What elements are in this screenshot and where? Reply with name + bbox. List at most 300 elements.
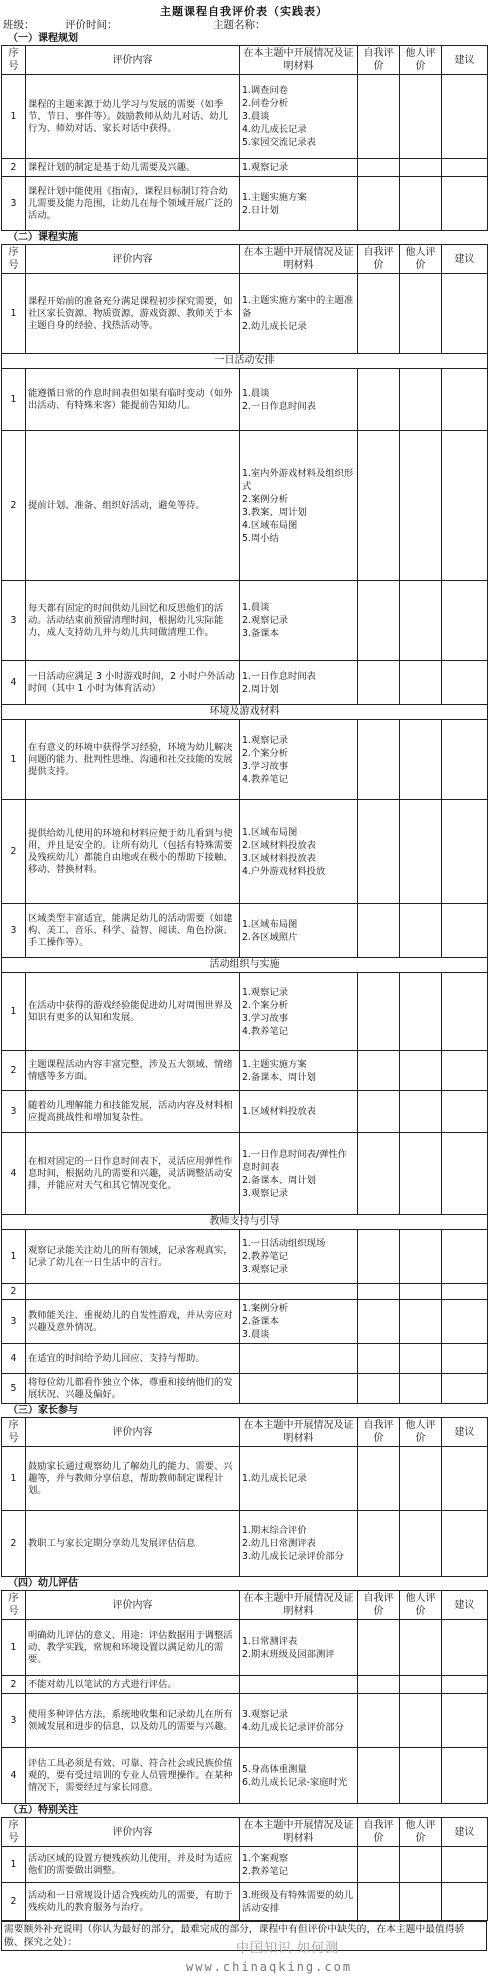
evaluation-content: 区域类型丰富适宜，能满足幼儿的活动需要（如建构、美工、音乐、科学、益智、阅读、角色扮演、手工操作等）。 xyxy=(26,904,240,958)
evaluation-content: 在有意义的环境中获得学习经验，环境为幼儿解决问题的能力、批判性思维、沟通和社交技能的发展提供支持。 xyxy=(26,720,240,800)
table-header-row xyxy=(2,1591,488,1620)
implementation-table xyxy=(1,244,488,1404)
evidence-materials xyxy=(240,177,358,231)
suggest-cell[interactable] xyxy=(442,369,488,431)
table-row xyxy=(2,369,488,431)
evaluation-content: 不能对幼儿以笔试的方式进行评估。 xyxy=(26,1676,240,1694)
self-eval-cell[interactable] xyxy=(358,274,400,354)
content-header: 评价内容 xyxy=(26,245,240,274)
evidence-materials xyxy=(240,581,358,661)
self-eval-cell[interactable] xyxy=(358,177,400,231)
suggest-header: 建议 xyxy=(442,1818,488,1847)
suggest-cell[interactable] xyxy=(442,800,488,904)
no-header: 序号 xyxy=(2,1418,26,1447)
table-header-row xyxy=(2,1818,488,1847)
self-eval-cell[interactable] xyxy=(358,1694,400,1748)
evidence-item: 3.教案、周计划 xyxy=(242,506,307,518)
others-eval-cell[interactable] xyxy=(400,1847,442,1883)
evaluation-content: 在活动中获得的游戏经验能促进幼儿对周围世界及知识有更多的认知和发展。 xyxy=(26,973,240,1051)
no-header: 序号 xyxy=(2,245,26,274)
others-eval-cell[interactable] xyxy=(400,1284,442,1300)
evaluation-content xyxy=(26,1284,240,1300)
suggest-cell[interactable] xyxy=(442,1447,488,1511)
evaluation-content: 教职工与家长定期分享幼儿发展评估信息 xyxy=(26,1511,240,1577)
self-eval-cell[interactable] xyxy=(358,1620,400,1676)
table-row xyxy=(2,1883,488,1921)
evidence-item: 3.晨谈 xyxy=(242,1329,270,1340)
table-row xyxy=(2,274,488,354)
suggest-cell[interactable] xyxy=(442,1344,488,1374)
evidence-item: 4.教养笔记 xyxy=(242,773,289,785)
self-eval-cell[interactable] xyxy=(358,1230,400,1284)
suggest-cell[interactable] xyxy=(442,1620,488,1676)
evidence-materials xyxy=(240,1676,358,1694)
evaluation-content: 提前计划、准备、组织好活动，避免等待。 xyxy=(26,431,240,581)
evaluation-content: 活动区域的设置方便残疾幼儿使用，并及时为适应他们的需要做出调整。 xyxy=(26,1847,240,1883)
suggest-cell[interactable] xyxy=(442,431,488,581)
others-eval-cell[interactable] xyxy=(400,1344,442,1374)
table-row xyxy=(2,1133,488,1215)
suggest-cell[interactable] xyxy=(442,1883,488,1921)
others-eval-header: 他人评价 xyxy=(400,245,442,274)
row-number: 5 xyxy=(2,1374,26,1404)
self-eval-cell[interactable] xyxy=(358,904,400,958)
table-row xyxy=(2,159,488,177)
evidence-item: 1.一日作息时间表/弹性作息时间表 xyxy=(242,1148,347,1173)
row-number: 1 xyxy=(2,75,26,159)
evidence-item: 3.幼儿成长记录评价部分 xyxy=(242,1551,344,1562)
evidence-materials xyxy=(240,1344,358,1374)
evidence-materials xyxy=(240,274,358,354)
suggest-header: 建议 xyxy=(442,46,488,75)
evidence-item: 2.观察记录 xyxy=(242,615,289,626)
section-title-planning: （一）课程规划 xyxy=(8,33,78,44)
evidence-item: 3.区域材料投放表 xyxy=(242,852,316,864)
evidence-item: 3.班级及有特殊需要的幼儿活动安排 xyxy=(242,1889,354,1914)
evidence-item: 1.案例分析 xyxy=(242,1303,289,1314)
evidence-item: 1.日常测评表 xyxy=(242,1635,298,1647)
suggest-cell[interactable] xyxy=(442,75,488,159)
evidence-materials xyxy=(240,1620,358,1676)
evidence-materials xyxy=(240,1091,358,1133)
others-eval-cell[interactable] xyxy=(400,1230,442,1284)
evaluation-content: 教师能关注、重视幼儿的自发性游戏，并从旁应对兴趣及意外情况。 xyxy=(26,1300,240,1344)
self-eval-cell[interactable] xyxy=(358,1748,400,1804)
evidence-materials xyxy=(240,1748,358,1804)
evidence-item: 1.观察记录 xyxy=(242,162,289,173)
self-eval-cell[interactable] xyxy=(358,1133,400,1215)
no-header: 序号 xyxy=(2,46,26,75)
evidence-item: 1.个案观察 xyxy=(242,1852,289,1864)
row-number: 3 xyxy=(2,1300,26,1344)
evidence-item: 2.日计划 xyxy=(242,204,279,216)
special-attention-table xyxy=(1,1817,488,1921)
row-number: 2 xyxy=(2,431,26,581)
self-eval-cell[interactable] xyxy=(358,1300,400,1344)
row-number: 1 xyxy=(2,1620,26,1676)
evidence-item: 2.各区域照片 xyxy=(242,931,298,943)
row-number: 1 xyxy=(2,1447,26,1511)
others-eval-cell[interactable] xyxy=(400,1051,442,1091)
evaluation-content: 随着幼儿理解能力和技能发展，活动内容及材料相应提高挑战性和增加复杂性。 xyxy=(26,1091,240,1133)
evidence-materials xyxy=(240,1374,358,1404)
suggest-cell[interactable] xyxy=(442,661,488,705)
others-eval-cell[interactable] xyxy=(400,1883,442,1921)
suggest-cell[interactable] xyxy=(442,581,488,661)
evidence-materials xyxy=(240,904,358,958)
suggest-cell[interactable] xyxy=(442,973,488,1051)
subsection-row xyxy=(2,705,488,720)
table-row xyxy=(2,1620,488,1676)
suggest-cell[interactable] xyxy=(442,1847,488,1883)
self-eval-cell[interactable] xyxy=(358,1447,400,1511)
evaluation-content: 课程计划的制定是基于幼儿需要及兴趣。 xyxy=(26,159,240,177)
table-row xyxy=(2,1284,488,1300)
evidence-item: 2.幼儿日常测评表 xyxy=(242,1538,316,1549)
evidence-item: 2.个案分析 xyxy=(242,747,289,759)
evidence-item: 4.户外游戏材料投放 xyxy=(242,865,326,877)
evidence-item: 1.观察记录 xyxy=(242,734,289,746)
additional-notes: 需要额外补充说明（你认为最好的部分，最难完成的部分，课程中有但评价中缺失的，在本主题中最值得骄傲、探究之处）： xyxy=(1,1921,487,1951)
row-number: 1 xyxy=(2,274,26,354)
self-eval-cell[interactable] xyxy=(358,1511,400,1577)
others-eval-cell[interactable] xyxy=(400,75,442,159)
others-eval-cell[interactable] xyxy=(400,274,442,354)
suggest-cell[interactable] xyxy=(442,1694,488,1748)
row-number: 2 xyxy=(2,1676,26,1694)
table-row xyxy=(2,1300,488,1344)
subsection-row xyxy=(2,958,488,973)
row-number: 2 xyxy=(2,1284,26,1300)
suggest-cell[interactable] xyxy=(442,1091,488,1133)
section-title-parents: （三）家长参与 xyxy=(8,1405,78,1416)
evidence-item: 5.身高体重测量 xyxy=(242,1763,307,1775)
evidence-item: 5.周小结 xyxy=(242,532,279,544)
evidence-materials xyxy=(240,800,358,904)
self-eval-cell[interactable] xyxy=(358,1374,400,1404)
subsection-organization: 活动组织与实施 xyxy=(2,958,488,973)
suggest-cell[interactable] xyxy=(442,1511,488,1577)
suggest-cell[interactable] xyxy=(442,720,488,800)
others-eval-cell[interactable] xyxy=(400,1091,442,1133)
row-number: 2 xyxy=(2,800,26,904)
evidence-item: 2.教养笔记 xyxy=(242,1865,289,1877)
table-row xyxy=(2,1447,488,1511)
no-header: 序号 xyxy=(2,1591,26,1620)
suggest-header: 建议 xyxy=(442,1418,488,1447)
evaluation-content: 使用多种评估方法，系统地收集和记录幼儿在所有领域发展和进步的信息，以及幼儿的需要与兴趣。 xyxy=(26,1694,240,1748)
evidence-item: 2.一日作息时间表 xyxy=(242,400,316,412)
evaluation-content: 评估工具必须是有效、可靠、符合社会或民族价值观的，要有受过培训的专业人员管理操作。在某种情况下，需要经过与家长同意。 xyxy=(26,1748,240,1804)
evidence-materials xyxy=(240,1847,358,1883)
evidence-materials xyxy=(240,661,358,705)
evaluation-content: 每天都有固定的时间供幼儿回忆和反思他们的活动。活动结束前预留清理时间，根据幼儿实际能力，成人支持幼儿并与幼儿共同做清理工作。 xyxy=(26,581,240,661)
self-eval-cell[interactable] xyxy=(358,75,400,159)
others-eval-header: 他人评价 xyxy=(400,1418,442,1447)
others-eval-header: 他人评价 xyxy=(400,46,442,75)
others-eval-cell[interactable] xyxy=(400,1300,442,1344)
others-eval-cell[interactable] xyxy=(400,1511,442,1577)
table-row xyxy=(2,720,488,800)
row-number: 3 xyxy=(2,904,26,958)
evidence-materials xyxy=(240,1694,358,1748)
self-eval-cell[interactable] xyxy=(358,1051,400,1091)
subsection-schedule: 一日活动安排 xyxy=(2,354,488,369)
evidence-item: 3.备课本 xyxy=(242,628,279,639)
row-number: 4 xyxy=(2,1344,26,1374)
table-row xyxy=(2,1676,488,1694)
watermark-url: www.chinaqking.com xyxy=(186,1960,353,1974)
evidence-materials xyxy=(240,159,358,177)
evidence-item: 5.家园交流记录表 xyxy=(242,137,316,148)
others-eval-cell[interactable] xyxy=(400,973,442,1051)
evidence-materials xyxy=(240,1133,358,1215)
subsection-teacher-support: 教师支持与引导 xyxy=(2,1215,488,1230)
evidence-item: 2.周计划 xyxy=(242,683,279,695)
evidence-materials xyxy=(240,1230,358,1284)
row-number: 2 xyxy=(2,1511,26,1577)
class-label: 班级： xyxy=(3,18,35,31)
row-number: 2 xyxy=(2,159,26,177)
table-row xyxy=(2,581,488,661)
evaluation-content: 提供给幼儿使用的环境和材料应便于幼儿看到与使用，并且是安全的。让所有幼儿（包括有特殊需要及残疾幼儿）都能自由地或在极小的帮助下接触、移动、替换材料。 xyxy=(26,800,240,904)
self-eval-cell[interactable] xyxy=(358,800,400,904)
evidence-item: 4.教养笔记 xyxy=(242,1025,289,1037)
evaluation-content: 主题课程活动内容丰富完整，涉及五大领域、情绪情感等多方面。 xyxy=(26,1051,240,1091)
table-row xyxy=(2,800,488,904)
evidence-item: 1.主题实施方案 xyxy=(242,1058,307,1070)
self-eval-cell[interactable] xyxy=(358,369,400,431)
evidence-item: 2.幼儿成长记录 xyxy=(242,321,307,332)
evidence-item: 1.观察记录 xyxy=(242,986,289,998)
self-eval-cell[interactable] xyxy=(358,431,400,581)
others-eval-cell[interactable] xyxy=(400,159,442,177)
subsection-row xyxy=(2,354,488,369)
evaluation-content: 能遵循日常的作息时间表但如果有临时变动（如外出活动、有特殊来客）能提前告知幼儿。 xyxy=(26,369,240,431)
evidence-materials xyxy=(240,1511,358,1577)
others-eval-cell[interactable] xyxy=(400,1447,442,1511)
evidence-item: 3.观察记录 xyxy=(242,1708,289,1720)
self-eval-header: 自我评价 xyxy=(358,1818,400,1847)
others-eval-cell[interactable] xyxy=(400,431,442,581)
suggest-cell[interactable] xyxy=(442,159,488,177)
others-eval-cell[interactable] xyxy=(400,1133,442,1215)
evidence-item: 1.区域材料投放表 xyxy=(242,1106,316,1117)
row-number: 3 xyxy=(2,177,26,231)
evidence-item: 2.备课本、周计划 xyxy=(242,1174,316,1186)
evaluation-content: 在相对固定的一日作息时间表下，灵活应用弹性作息时间，根据幼儿的需要和兴趣，灵活调整活动安排，并能应对天气和其它情况变化。 xyxy=(26,1133,240,1215)
others-eval-cell[interactable] xyxy=(400,661,442,705)
evaluation-content: 课程开始前的准备充分满足课程初步探究需要，如社区家长资源、物质资源、游戏资源、教师关于本主题自身的经验、找热活动等。 xyxy=(26,274,240,354)
table-row xyxy=(2,1374,488,1404)
evidence-item: 3.观察记录 xyxy=(242,1187,289,1199)
content-header: 评价内容 xyxy=(26,46,240,75)
row-number: 4 xyxy=(2,1748,26,1804)
evidence-materials xyxy=(240,1447,358,1511)
time-label: 评价时间： xyxy=(65,18,118,31)
evaluation-content: 将每位幼儿都看作独立个体，尊重和接纳他们的发展状况、兴趣及偏好。 xyxy=(26,1374,240,1404)
row-number: 1 xyxy=(2,1847,26,1883)
table-row xyxy=(2,661,488,705)
evidence-materials xyxy=(240,369,358,431)
self-eval-cell[interactable] xyxy=(358,1883,400,1921)
parents-table xyxy=(1,1417,488,1577)
assessment-table xyxy=(1,1590,488,1804)
others-eval-cell[interactable] xyxy=(400,581,442,661)
evidence-item: 1.幼儿成长记录 xyxy=(242,1473,307,1484)
evidence-materials xyxy=(240,1284,358,1300)
section-title-assessment: （四）幼儿评估 xyxy=(8,1578,78,1589)
evidence-materials xyxy=(240,1883,358,1921)
row-number: 1 xyxy=(2,369,26,431)
table-row xyxy=(2,1091,488,1133)
self-eval-cell[interactable] xyxy=(358,973,400,1051)
others-eval-cell[interactable] xyxy=(400,1620,442,1676)
evidence-item: 1.期末综合评价 xyxy=(242,1525,307,1536)
evidence-item: 6.幼儿成长记录-家庭时光 xyxy=(242,1776,348,1788)
evidence-materials xyxy=(240,973,358,1051)
self-eval-cell[interactable] xyxy=(358,720,400,800)
evidence-item: 2.备课本、周计划 xyxy=(242,1071,316,1083)
others-eval-cell[interactable] xyxy=(400,177,442,231)
suggest-cell[interactable] xyxy=(442,904,488,958)
content-header: 评价内容 xyxy=(26,1591,240,1620)
table-row xyxy=(2,431,488,581)
evaluation-content: 观察记录能关注幼儿的所有领域，记录客观真实，记录了幼儿在一日生活中的言行。 xyxy=(26,1230,240,1284)
suggest-cell[interactable] xyxy=(442,1748,488,1804)
table-row xyxy=(2,1344,488,1374)
table-row xyxy=(2,1051,488,1091)
evidence-item: 2.教养笔记 xyxy=(242,1251,289,1262)
evidence-materials xyxy=(240,431,358,581)
evidence-item: 2.案例分析 xyxy=(242,493,289,505)
suggest-cell[interactable] xyxy=(442,1230,488,1284)
subsection-environment: 环境及游戏材料 xyxy=(2,705,488,720)
table-row xyxy=(2,177,488,231)
evaluation-content: 一日活动应满足 3 小时游戏时间，2 小时户外活动时间（其中 1 小时为体育活动） xyxy=(26,661,240,705)
evidence-materials xyxy=(240,1051,358,1091)
suggest-cell[interactable] xyxy=(442,1133,488,1215)
others-eval-cell[interactable] xyxy=(400,369,442,431)
table-row xyxy=(2,1748,488,1804)
suggest-header: 建议 xyxy=(442,1591,488,1620)
row-number: 4 xyxy=(2,1133,26,1215)
suggest-cell[interactable] xyxy=(442,1676,488,1694)
row-number: 2 xyxy=(2,1051,26,1091)
others-eval-cell[interactable] xyxy=(400,1748,442,1804)
self-eval-cell[interactable] xyxy=(358,1847,400,1883)
row-number: 3 xyxy=(2,1694,26,1748)
self-eval-cell[interactable] xyxy=(358,581,400,661)
suggest-header: 建议 xyxy=(442,245,488,274)
evidence-item: 2.期末班级及园部测评 xyxy=(242,1648,335,1660)
evaluation-content: 鼓励家长通过观察幼儿了解幼儿的能力、需要、兴趣等，并与教师分享信息，帮助教师制定课程计划。 xyxy=(26,1447,240,1511)
section-title-implementation: （二）课程实施 xyxy=(8,232,78,243)
evidence-materials xyxy=(240,75,358,159)
suggest-cell[interactable] xyxy=(442,1300,488,1344)
table-header-row xyxy=(2,245,488,274)
evaluation-content: 课程计划中能使用《指南》，课程目标制订符合幼儿需要及能力范围，让幼儿在每个领域开展广泛的活动。 xyxy=(26,177,240,231)
evidence-item: 1.主题实施方案中的主题准备 xyxy=(242,295,354,319)
subsection-row xyxy=(2,1215,488,1230)
others-eval-cell[interactable] xyxy=(400,800,442,904)
suggest-cell[interactable] xyxy=(442,274,488,354)
others-eval-cell[interactable] xyxy=(400,1374,442,1404)
evidence-materials xyxy=(240,720,358,800)
content-header: 评价内容 xyxy=(26,1418,240,1447)
evidence-item: 2.备课本 xyxy=(242,1316,279,1327)
row-number: 1 xyxy=(2,1230,26,1284)
evidence-item: 4.幼儿成长记录 xyxy=(242,124,307,135)
table-row xyxy=(2,973,488,1051)
self-eval-header: 自我评价 xyxy=(358,46,400,75)
evidence-item: 1.调查问卷 xyxy=(242,85,289,96)
row-number: 2 xyxy=(2,1883,26,1921)
self-eval-cell[interactable] xyxy=(358,661,400,705)
evidence-item: 1.一日活动组织现场 xyxy=(242,1238,326,1249)
others-eval-cell[interactable] xyxy=(400,720,442,800)
row-number: 4 xyxy=(2,661,26,705)
suggest-cell[interactable] xyxy=(442,1051,488,1091)
self-eval-header: 自我评价 xyxy=(358,245,400,274)
evidence-item: 1.区域布局图 xyxy=(242,918,298,930)
self-eval-header: 自我评价 xyxy=(358,1591,400,1620)
evidence-item: 1.晨谈 xyxy=(242,602,270,613)
evidence-item: 1.一日作息时间表 xyxy=(242,670,316,682)
evidence-header: 在本主题中开展情况及证明材料 xyxy=(240,1418,358,1447)
evidence-header: 在本主题中开展情况及证明材料 xyxy=(240,1818,358,1847)
planning-table xyxy=(1,45,488,231)
others-eval-cell[interactable] xyxy=(400,904,442,958)
table-row xyxy=(2,1847,488,1883)
self-eval-cell[interactable] xyxy=(358,1344,400,1374)
evidence-item: 1.主题实施方案 xyxy=(242,191,307,203)
watermark-text: 中国知识 如何测 xyxy=(236,1941,340,1956)
table-header-row xyxy=(2,46,488,75)
evidence-item: 1.区域布局图 xyxy=(242,826,298,838)
others-eval-header: 他人评价 xyxy=(400,1591,442,1620)
row-number: 3 xyxy=(2,581,26,661)
evidence-item: 2.问卷分析 xyxy=(242,98,289,109)
theme-label: 主题名称： xyxy=(213,18,266,31)
suggest-cell[interactable] xyxy=(442,177,488,231)
others-eval-cell[interactable] xyxy=(400,1676,442,1694)
evidence-item: 3.学习故事 xyxy=(242,760,289,772)
self-eval-cell[interactable] xyxy=(358,159,400,177)
table-row xyxy=(2,904,488,958)
form-header xyxy=(0,16,488,32)
others-eval-cell[interactable] xyxy=(400,1694,442,1748)
no-header: 序号 xyxy=(2,1818,26,1847)
evidence-item: 4.幼儿成长记录评价部分 xyxy=(242,1721,344,1733)
table-row xyxy=(2,1694,488,1748)
evaluation-content: 明确幼儿评估的意义、用途：评估数据用于调整活动、教学实践，常规和环境设置以满足幼儿的需要。 xyxy=(26,1620,240,1676)
row-number: 1 xyxy=(2,973,26,1051)
section-title-special: （五）特别关注 xyxy=(8,1805,78,1816)
suggest-cell[interactable] xyxy=(442,1284,488,1300)
evaluation-content: 在适宜的时间给予幼儿回应、支持与帮助。 xyxy=(26,1344,240,1374)
evidence-item: 2.区域材料投放表 xyxy=(242,839,316,851)
self-eval-cell[interactable] xyxy=(358,1284,400,1300)
suggest-cell[interactable] xyxy=(442,1374,488,1404)
evaluation-content: 活动和一日常规设计适合残疾幼儿的需要，有助于残疾幼儿的教育服务与治疗。 xyxy=(26,1883,240,1921)
evidence-header: 在本主题中开展情况及证明材料 xyxy=(240,1591,358,1620)
table-row xyxy=(2,1511,488,1577)
self-eval-cell[interactable] xyxy=(358,1091,400,1133)
table-row xyxy=(2,75,488,159)
evidence-item: 1.室内外游戏材料及组织形式 xyxy=(242,467,354,492)
self-eval-cell[interactable] xyxy=(358,1676,400,1694)
